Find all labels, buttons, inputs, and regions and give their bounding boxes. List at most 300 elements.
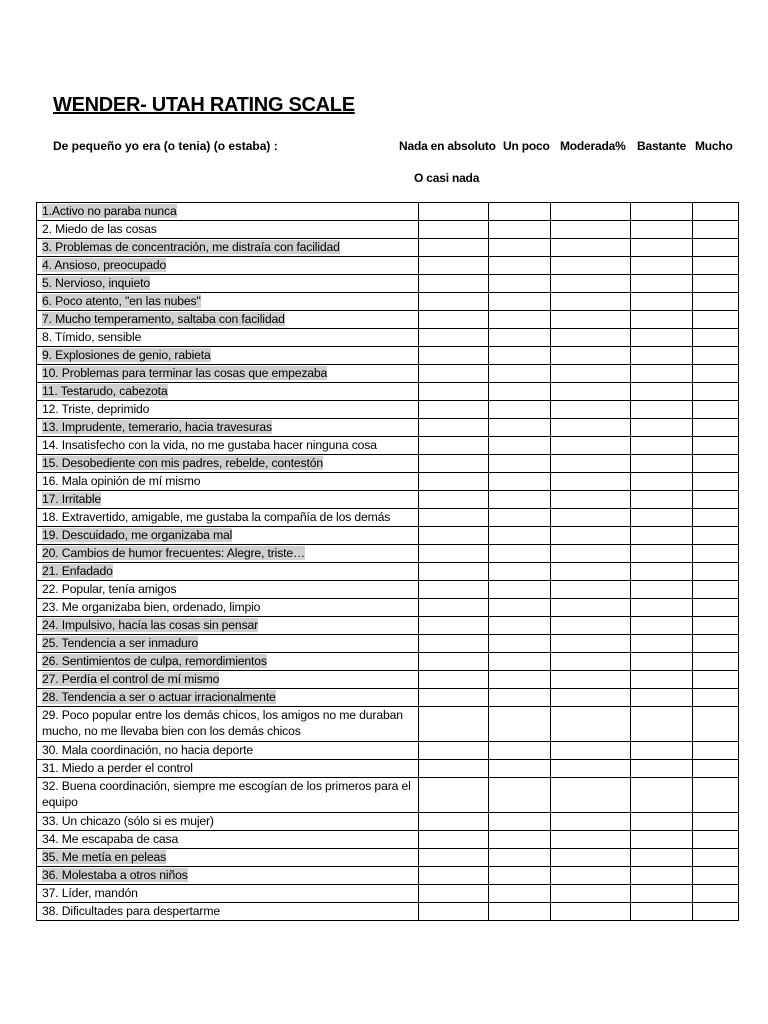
- item-label: 27. Perdía el control de mí mismo: [42, 672, 220, 686]
- rating-cell-un-poco[interactable]: [489, 742, 551, 760]
- table-row: [37, 437, 739, 455]
- rating-cell-un-poco[interactable]: [489, 707, 551, 742]
- rating-cell-mucho[interactable]: [693, 473, 739, 491]
- rating-cell-bastante[interactable]: [631, 885, 693, 903]
- rating-cell-nada[interactable]: [419, 527, 489, 545]
- rating-cell-un-poco[interactable]: [489, 311, 551, 329]
- rating-cell-un-poco[interactable]: [489, 831, 551, 849]
- rating-cell-bastante[interactable]: [631, 527, 693, 545]
- rating-cell-mucho[interactable]: [693, 257, 739, 275]
- rating-cell-un-poco[interactable]: [489, 527, 551, 545]
- rating-cell-bastante[interactable]: [631, 383, 693, 401]
- rating-table: [36, 202, 739, 921]
- column-header-nada: Nada en absoluto: [399, 139, 496, 153]
- item-cell: [37, 239, 419, 257]
- rating-cell-un-poco[interactable]: [489, 221, 551, 239]
- rating-cell-mucho[interactable]: [693, 903, 739, 921]
- rating-cell-un-poco[interactable]: [489, 849, 551, 867]
- rating-cell-mucho[interactable]: [693, 867, 739, 885]
- rating-cell-nada[interactable]: [419, 635, 489, 653]
- rating-cell-moderada[interactable]: [551, 275, 631, 293]
- table-row: [37, 689, 739, 707]
- rating-cell-mucho[interactable]: [693, 527, 739, 545]
- rating-cell-mucho[interactable]: [693, 509, 739, 527]
- rating-cell-nada[interactable]: [419, 707, 489, 742]
- rating-cell-moderada[interactable]: [551, 221, 631, 239]
- rating-cell-bastante[interactable]: [631, 867, 693, 885]
- rating-cell-moderada[interactable]: [551, 671, 631, 689]
- rating-cell-un-poco[interactable]: [489, 903, 551, 921]
- rating-cell-bastante[interactable]: [631, 545, 693, 563]
- rating-cell-bastante[interactable]: [631, 293, 693, 311]
- rating-cell-moderada[interactable]: [551, 563, 631, 581]
- rating-cell-moderada[interactable]: [551, 707, 631, 742]
- rating-cell-un-poco[interactable]: [489, 491, 551, 509]
- item-label: 29. Poco popular entre los demás chicos, los amigos no me duraban mucho, no me llevaba bien con los demás chicos: [42, 708, 403, 738]
- rating-cell-mucho[interactable]: [693, 491, 739, 509]
- rating-cell-mucho[interactable]: [693, 689, 739, 707]
- rating-cell-un-poco[interactable]: [489, 867, 551, 885]
- rating-cell-mucho[interactable]: [693, 778, 739, 813]
- item-label: 12. Triste, deprimido: [42, 402, 150, 416]
- rating-cell-mucho[interactable]: [693, 239, 739, 257]
- rating-cell-moderada[interactable]: [551, 257, 631, 275]
- rating-cell-moderada[interactable]: [551, 293, 631, 311]
- table-row: [37, 491, 739, 509]
- rating-cell-mucho[interactable]: [693, 545, 739, 563]
- rating-cell-nada[interactable]: [419, 347, 489, 365]
- item-cell: [37, 365, 419, 383]
- item-label: 7. Mucho temperamento, saltaba con facilidad: [42, 312, 285, 326]
- rating-cell-moderada[interactable]: [551, 653, 631, 671]
- item-cell: [37, 599, 419, 617]
- rating-cell-mucho[interactable]: [693, 311, 739, 329]
- rating-cell-un-poco[interactable]: [489, 509, 551, 527]
- rating-cell-bastante[interactable]: [631, 599, 693, 617]
- rating-cell-mucho[interactable]: [693, 293, 739, 311]
- item-cell: [37, 831, 419, 849]
- item-label: 17. Irritable: [42, 492, 102, 506]
- table-row: [37, 509, 739, 527]
- rating-cell-moderada[interactable]: [551, 742, 631, 760]
- rating-cell-un-poco[interactable]: [489, 813, 551, 831]
- table-row: [37, 903, 739, 921]
- rating-cell-mucho[interactable]: [693, 221, 739, 239]
- rating-cell-nada[interactable]: [419, 203, 489, 221]
- rating-cell-un-poco[interactable]: [489, 635, 551, 653]
- rating-cell-bastante[interactable]: [631, 778, 693, 813]
- rating-cell-nada[interactable]: [419, 563, 489, 581]
- rating-cell-bastante[interactable]: [631, 437, 693, 455]
- rating-cell-moderada[interactable]: [551, 437, 631, 455]
- item-cell: [37, 473, 419, 491]
- rating-cell-un-poco[interactable]: [489, 455, 551, 473]
- rating-cell-nada[interactable]: [419, 419, 489, 437]
- rating-cell-moderada[interactable]: [551, 419, 631, 437]
- rating-cell-bastante[interactable]: [631, 365, 693, 383]
- item-label: 25. Tendencia a ser inmaduro: [42, 636, 199, 650]
- rating-cell-mucho[interactable]: [693, 401, 739, 419]
- rating-cell-un-poco[interactable]: [489, 653, 551, 671]
- rating-cell-mucho[interactable]: [693, 455, 739, 473]
- item-cell: [37, 545, 419, 563]
- rating-cell-nada[interactable]: [419, 831, 489, 849]
- rating-cell-moderada[interactable]: [551, 581, 631, 599]
- table-row: [37, 527, 739, 545]
- rating-cell-nada[interactable]: [419, 293, 489, 311]
- rating-cell-bastante[interactable]: [631, 473, 693, 491]
- rating-cell-moderada[interactable]: [551, 383, 631, 401]
- rating-cell-mucho[interactable]: [693, 635, 739, 653]
- rating-cell-moderada[interactable]: [551, 635, 631, 653]
- item-label: 3. Problemas de concentración, me distraía con facilidad: [42, 240, 340, 254]
- item-cell: [37, 563, 419, 581]
- item-label: 28. Tendencia a ser o actuar irracionalmente: [42, 690, 276, 704]
- rating-cell-bastante[interactable]: [631, 347, 693, 365]
- table-row: [37, 849, 739, 867]
- table-row: [37, 831, 739, 849]
- rating-cell-bastante[interactable]: [631, 509, 693, 527]
- column-header-mucho: Mucho: [695, 139, 733, 153]
- rating-cell-un-poco[interactable]: [489, 275, 551, 293]
- rating-cell-nada[interactable]: [419, 689, 489, 707]
- table-row: [37, 275, 739, 293]
- item-label: 21. Enfadado: [42, 564, 113, 578]
- rating-cell-bastante[interactable]: [631, 742, 693, 760]
- rating-cell-moderada[interactable]: [551, 401, 631, 419]
- item-cell: [37, 635, 419, 653]
- table-row: [37, 311, 739, 329]
- rating-cell-nada[interactable]: [419, 617, 489, 635]
- rating-cell-moderada[interactable]: [551, 527, 631, 545]
- rating-cell-bastante[interactable]: [631, 329, 693, 347]
- item-cell: [37, 437, 419, 455]
- item-label: 34. Me escapaba de casa: [42, 832, 179, 846]
- column-subheader-casi-nada: O casi nada: [414, 171, 480, 185]
- rating-cell-bastante[interactable]: [631, 311, 693, 329]
- rating-cell-moderada[interactable]: [551, 473, 631, 491]
- rating-cell-nada[interactable]: [419, 437, 489, 455]
- item-label: 10. Problemas para terminar las cosas que empezaba: [42, 366, 328, 380]
- item-label: 24. Impulsivo, hacía las cosas sin pensar: [42, 618, 259, 632]
- item-cell: [37, 401, 419, 419]
- rating-cell-nada[interactable]: [419, 760, 489, 778]
- table-row: [37, 885, 739, 903]
- rating-cell-un-poco[interactable]: [489, 347, 551, 365]
- rating-cell-mucho[interactable]: [693, 707, 739, 742]
- rating-cell-mucho[interactable]: [693, 849, 739, 867]
- table-row: [37, 329, 739, 347]
- rating-cell-nada[interactable]: [419, 221, 489, 239]
- rating-cell-mucho[interactable]: [693, 365, 739, 383]
- table-row: [37, 365, 739, 383]
- item-label: 14. Insatisfecho con la vida, no me gustaba hacer ninguna cosa: [42, 438, 377, 452]
- rating-cell-moderada[interactable]: [551, 903, 631, 921]
- item-cell: [37, 275, 419, 293]
- rating-cell-bastante[interactable]: [631, 257, 693, 275]
- item-label: 31. Miedo a perder el control: [42, 761, 193, 775]
- rating-cell-un-poco[interactable]: [489, 437, 551, 455]
- rating-cell-nada[interactable]: [419, 311, 489, 329]
- rating-cell-nada[interactable]: [419, 849, 489, 867]
- rating-cell-un-poco[interactable]: [489, 203, 551, 221]
- rating-cell-un-poco[interactable]: [489, 401, 551, 419]
- item-cell: [37, 257, 419, 275]
- rating-cell-nada[interactable]: [419, 778, 489, 813]
- table-row: [37, 257, 739, 275]
- rating-cell-bastante[interactable]: [631, 707, 693, 742]
- table-row: [37, 760, 739, 778]
- rating-cell-nada[interactable]: [419, 239, 489, 257]
- table-row: [37, 778, 739, 813]
- table-row: [37, 455, 739, 473]
- rating-cell-bastante[interactable]: [631, 671, 693, 689]
- rating-cell-nada[interactable]: [419, 599, 489, 617]
- item-cell: [37, 778, 419, 813]
- rating-cell-nada[interactable]: [419, 455, 489, 473]
- rating-cell-un-poco[interactable]: [489, 239, 551, 257]
- item-cell: [37, 329, 419, 347]
- rating-cell-mucho[interactable]: [693, 831, 739, 849]
- rating-cell-un-poco[interactable]: [489, 617, 551, 635]
- rating-cell-un-poco[interactable]: [489, 689, 551, 707]
- table-row: [37, 617, 739, 635]
- item-label: 22. Popular, tenía amigos: [42, 582, 177, 596]
- rating-cell-moderada[interactable]: [551, 689, 631, 707]
- item-label: 23. Me organizaba bien, ordenado, limpio: [42, 600, 261, 614]
- table-row: [37, 239, 739, 257]
- table-row: [37, 419, 739, 437]
- rating-cell-nada[interactable]: [419, 491, 489, 509]
- rating-cell-mucho[interactable]: [693, 383, 739, 401]
- table-row: [37, 581, 739, 599]
- rating-cell-moderada[interactable]: [551, 491, 631, 509]
- table-row: [37, 203, 739, 221]
- item-label: 4. Ansioso, preocupado: [42, 258, 167, 272]
- rating-cell-un-poco[interactable]: [489, 473, 551, 491]
- item-cell: [37, 885, 419, 903]
- rating-cell-mucho[interactable]: [693, 347, 739, 365]
- table-row: [37, 742, 739, 760]
- item-label: 30. Mala coordinación, no hacia deporte: [42, 743, 253, 757]
- rating-cell-bastante[interactable]: [631, 849, 693, 867]
- item-cell: [37, 293, 419, 311]
- rating-cell-bastante[interactable]: [631, 689, 693, 707]
- rating-cell-moderada[interactable]: [551, 831, 631, 849]
- item-cell: [37, 760, 419, 778]
- rating-cell-un-poco[interactable]: [489, 419, 551, 437]
- rating-cell-nada[interactable]: [419, 903, 489, 921]
- table-row: [37, 599, 739, 617]
- rating-cell-nada[interactable]: [419, 401, 489, 419]
- rating-cell-un-poco[interactable]: [489, 563, 551, 581]
- table-row: [37, 707, 739, 742]
- rating-cell-mucho[interactable]: [693, 203, 739, 221]
- rating-cell-un-poco[interactable]: [489, 293, 551, 311]
- table-row: [37, 473, 739, 491]
- item-label: 5. Nervioso, inquieto: [42, 276, 150, 290]
- rating-cell-un-poco[interactable]: [489, 885, 551, 903]
- rating-cell-moderada[interactable]: [551, 778, 631, 813]
- rating-cell-mucho[interactable]: [693, 563, 739, 581]
- item-cell: [37, 617, 419, 635]
- rating-cell-un-poco[interactable]: [489, 581, 551, 599]
- item-label: 15. Desobediente con mis padres, rebelde, contestón: [42, 456, 323, 470]
- rating-cell-bastante[interactable]: [631, 275, 693, 293]
- rating-cell-bastante[interactable]: [631, 581, 693, 599]
- rating-cell-moderada[interactable]: [551, 813, 631, 831]
- rating-cell-mucho[interactable]: [693, 671, 739, 689]
- rating-cell-un-poco[interactable]: [489, 778, 551, 813]
- rating-cell-nada[interactable]: [419, 383, 489, 401]
- rating-cell-bastante[interactable]: [631, 491, 693, 509]
- rating-cell-moderada[interactable]: [551, 509, 631, 527]
- table-row: [37, 383, 739, 401]
- rating-cell-bastante[interactable]: [631, 903, 693, 921]
- rating-cell-bastante[interactable]: [631, 831, 693, 849]
- rating-cell-bastante[interactable]: [631, 221, 693, 239]
- item-label: 36. Molestaba a otros niños: [42, 868, 188, 882]
- rating-cell-moderada[interactable]: [551, 347, 631, 365]
- table-row: [37, 653, 739, 671]
- item-label: 6. Poco atento, "en las nubes": [42, 294, 201, 308]
- rating-cell-mucho[interactable]: [693, 581, 739, 599]
- column-header-moderada: Moderada%: [560, 139, 626, 153]
- item-cell: [37, 653, 419, 671]
- rating-cell-un-poco[interactable]: [489, 365, 551, 383]
- rating-cell-bastante[interactable]: [631, 455, 693, 473]
- rating-cell-bastante[interactable]: [631, 653, 693, 671]
- form-subtitle: De pequeño yo era (o tenia) (o estaba) :: [53, 139, 278, 153]
- rating-cell-nada[interactable]: [419, 275, 489, 293]
- rating-cell-bastante[interactable]: [631, 239, 693, 257]
- rating-cell-un-poco[interactable]: [489, 671, 551, 689]
- item-cell: [37, 419, 419, 437]
- item-label: 33. Un chicazo (sólo si es mujer): [42, 814, 214, 828]
- item-cell: [37, 383, 419, 401]
- item-cell: [37, 813, 419, 831]
- rating-cell-nada[interactable]: [419, 257, 489, 275]
- rating-cell-moderada[interactable]: [551, 617, 631, 635]
- rating-cell-mucho[interactable]: [693, 329, 739, 347]
- rating-cell-moderada[interactable]: [551, 867, 631, 885]
- rating-cell-moderada[interactable]: [551, 885, 631, 903]
- item-cell: [37, 689, 419, 707]
- rating-cell-nada[interactable]: [419, 742, 489, 760]
- table-row: [37, 635, 739, 653]
- rating-cell-nada[interactable]: [419, 509, 489, 527]
- table-row: [37, 671, 739, 689]
- rating-cell-nada[interactable]: [419, 581, 489, 599]
- rating-cell-mucho[interactable]: [693, 885, 739, 903]
- rating-cell-mucho[interactable]: [693, 813, 739, 831]
- rating-cell-moderada[interactable]: [551, 545, 631, 563]
- table-row: [37, 221, 739, 239]
- rating-cell-un-poco[interactable]: [489, 545, 551, 563]
- item-label: 18. Extravertido, amigable, me gustaba la compañía de los demás: [42, 510, 391, 524]
- page-title: WENDER- UTAH RATING SCALE: [53, 94, 355, 116]
- rating-cell-nada[interactable]: [419, 365, 489, 383]
- rating-cell-un-poco[interactable]: [489, 329, 551, 347]
- rating-cell-moderada[interactable]: [551, 455, 631, 473]
- rating-cell-bastante[interactable]: [631, 635, 693, 653]
- rating-cell-nada[interactable]: [419, 813, 489, 831]
- rating-cell-nada[interactable]: [419, 671, 489, 689]
- rating-cell-moderada[interactable]: [551, 239, 631, 257]
- rating-cell-nada[interactable]: [419, 885, 489, 903]
- rating-cell-mucho[interactable]: [693, 653, 739, 671]
- rating-cell-mucho[interactable]: [693, 419, 739, 437]
- rating-cell-bastante[interactable]: [631, 401, 693, 419]
- item-label: 9. Explosiones de genio, rabieta: [42, 348, 211, 362]
- rating-cell-nada[interactable]: [419, 329, 489, 347]
- rating-cell-bastante[interactable]: [631, 203, 693, 221]
- item-label: 8. Tímido, sensible: [42, 330, 142, 344]
- table-row: [37, 563, 739, 581]
- item-cell: [37, 707, 419, 742]
- rating-cell-mucho[interactable]: [693, 760, 739, 778]
- rating-cell-mucho[interactable]: [693, 599, 739, 617]
- table-row: [37, 293, 739, 311]
- item-cell: [37, 491, 419, 509]
- rating-cell-moderada[interactable]: [551, 849, 631, 867]
- item-label: 13. Imprudente, temerario, hacia travesuras: [42, 420, 272, 434]
- rating-cell-nada[interactable]: [419, 473, 489, 491]
- rating-cell-bastante[interactable]: [631, 563, 693, 581]
- rating-cell-nada[interactable]: [419, 545, 489, 563]
- rating-cell-bastante[interactable]: [631, 617, 693, 635]
- rating-cell-mucho[interactable]: [693, 617, 739, 635]
- item-cell: [37, 347, 419, 365]
- rating-cell-nada[interactable]: [419, 867, 489, 885]
- rating-cell-bastante[interactable]: [631, 813, 693, 831]
- table-row: [37, 867, 739, 885]
- table-row: [37, 813, 739, 831]
- rating-cell-un-poco[interactable]: [489, 599, 551, 617]
- item-label: 16. Mala opinión de mí mismo: [42, 474, 201, 488]
- item-label: 37. Líder, mandón: [42, 886, 138, 900]
- item-cell: [37, 203, 419, 221]
- rating-cell-moderada[interactable]: [551, 599, 631, 617]
- rating-cell-bastante[interactable]: [631, 760, 693, 778]
- rating-cell-mucho[interactable]: [693, 275, 739, 293]
- rating-cell-moderada[interactable]: [551, 365, 631, 383]
- rating-cell-moderada[interactable]: [551, 760, 631, 778]
- item-cell: [37, 903, 419, 921]
- rating-cell-un-poco[interactable]: [489, 760, 551, 778]
- column-header-bastante: Bastante: [637, 139, 687, 153]
- item-cell: [37, 849, 419, 867]
- rating-cell-bastante[interactable]: [631, 419, 693, 437]
- rating-cell-moderada[interactable]: [551, 203, 631, 221]
- rating-cell-nada[interactable]: [419, 653, 489, 671]
- item-cell: [37, 221, 419, 239]
- item-cell: [37, 509, 419, 527]
- table-row: [37, 347, 739, 365]
- column-header-un-poco: Un poco: [503, 139, 550, 153]
- rating-cell-mucho[interactable]: [693, 437, 739, 455]
- item-cell: [37, 671, 419, 689]
- rating-cell-un-poco[interactable]: [489, 257, 551, 275]
- rating-cell-mucho[interactable]: [693, 742, 739, 760]
- item-label: 20. Cambios de humor frecuentes: Alegre, triste…: [42, 546, 306, 560]
- item-label: 32. Buena coordinación, siempre me escogían de los primeros para el equipo: [42, 779, 411, 809]
- item-label: 19. Descuidado, me organizaba mal: [42, 528, 233, 542]
- rating-cell-moderada[interactable]: [551, 329, 631, 347]
- rating-cell-moderada[interactable]: [551, 311, 631, 329]
- rating-cell-un-poco[interactable]: [489, 383, 551, 401]
- item-cell: [37, 311, 419, 329]
